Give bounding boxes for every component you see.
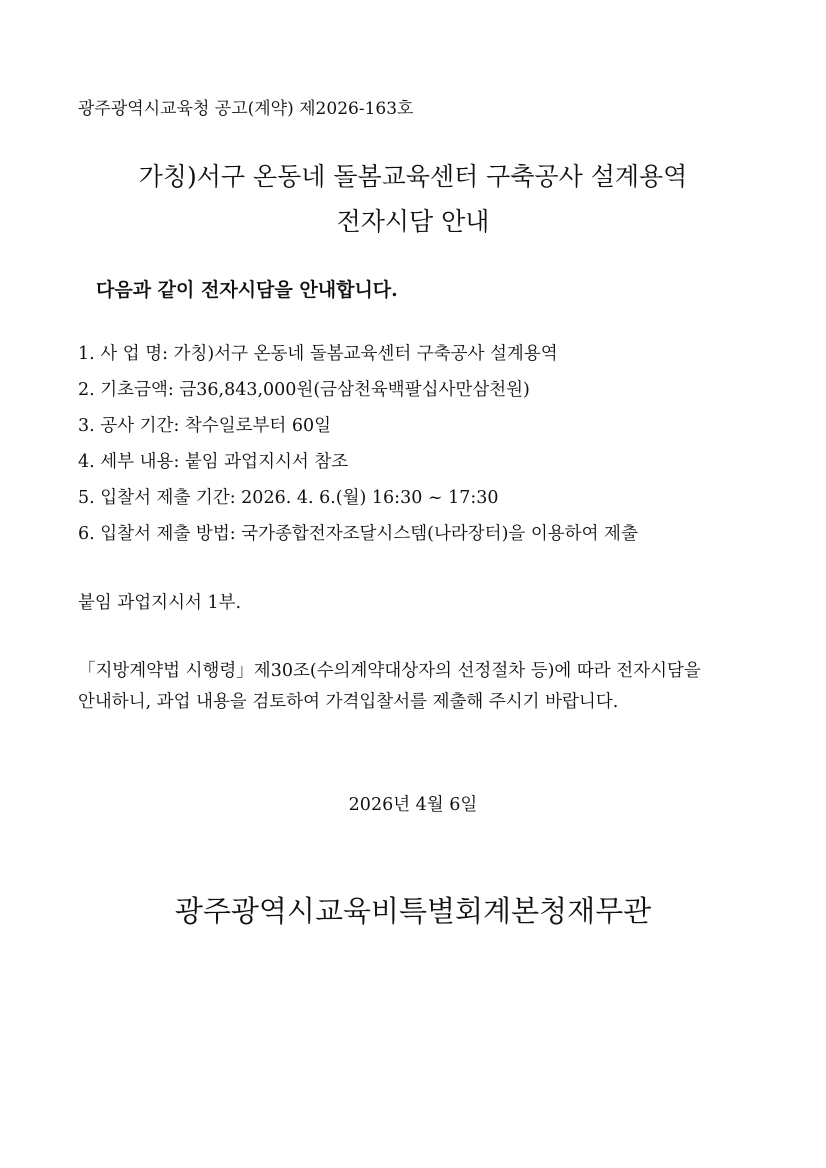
item-submission-method: 6. 입찰서 제출 방법: 국가종합전자조달시스템(나라장터)을 이용하여 제출 (78, 524, 638, 544)
body-paragraph (78, 656, 758, 718)
item-base-amount: 2. 기초금액: 금36,843,000원(금삼천육백팔십사만삼천원) (78, 380, 530, 400)
notice-items-list (78, 339, 638, 555)
document-title-line-2: 전자시담 안내 (336, 207, 490, 236)
intro-text: 다음과 같이 전자시담을 안내합니다. (96, 279, 398, 301)
item-details: 4. 세부 내용: 붙임 과업지시서 참조 (78, 452, 349, 472)
attachment-note: 붙임 과업지시서 1부. (78, 593, 242, 613)
item-work-period: 3. 공사 기간: 착수일로부터 60일 (78, 416, 332, 436)
item-project-name: 1. 사 업 명: 가칭)서구 온동네 돌봄교육센터 구축공사 설계용역 (78, 344, 558, 364)
notice-number: 광주광역시교육청 공고(계약) 제2026-163호 (78, 99, 414, 119)
issuer-name: 광주광역시교육비특별회계본청재무관 (174, 894, 652, 928)
notice-date: 2026년 4월 6일 (348, 795, 478, 815)
body-line-2: 안내하니, 과업 내용을 검토하여 가격입찰서를 제출해 주시기 바랍니다. (78, 692, 619, 712)
document-title-line-1: 가칭)서구 온동네 돌봄교육센터 구축공사 설계용역 (138, 162, 688, 191)
body-line-1: 「지방계약법 시행령」제30조(수의계약대상자의 선정절차 등)에 따라 전자시담을 (78, 661, 701, 681)
item-submission-period: 5. 입찰서 제출 기간: 2026. 4. 6.(월) 16:30 ~ 17:30 (78, 488, 499, 508)
